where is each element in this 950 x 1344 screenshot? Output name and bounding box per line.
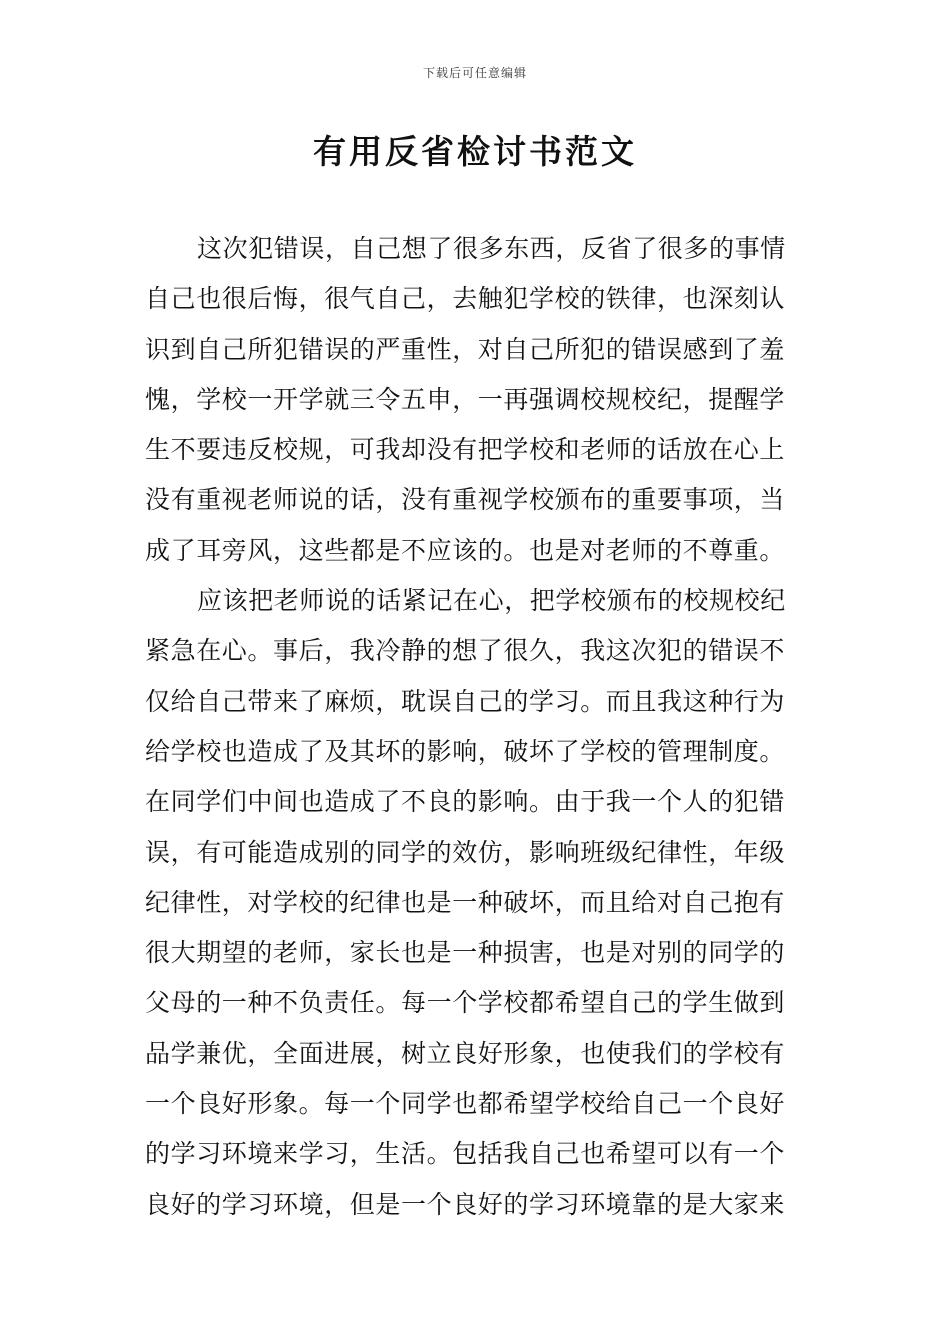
text-line: 仅给自己带来了麻烦，耽误自己的学习。而且我这种行为 — [145, 686, 786, 716]
text-line: 一个良好形象。每一个同学也都希望学校给自己一个良好 — [145, 1089, 786, 1119]
text-line: 应该把老师说的话紧记在心，把学校颁布的校规校纪 — [197, 586, 786, 616]
text-line: 紧急在心。事后，我冷静的想了很久，我这次犯的错误不 — [145, 636, 786, 666]
text-line: 良好的学习环境，但是一个良好的学习环境靠的是大家来 — [145, 1189, 786, 1219]
text-line: 给学校也造成了及其坏的影响，破坏了学校的管理制度。 — [145, 736, 786, 766]
text-line: 自己也很后悔，很气自己，去触犯学校的铁律，也深刻认 — [145, 284, 786, 314]
text-line: 纪律性，对学校的纪律也是一种破坏，而且给对自己抱有 — [145, 887, 786, 917]
text-line: 误，有可能造成别的同学的效仿，影响班级纪律性，年级 — [145, 837, 786, 867]
text-line: 这次犯错误，自己想了很多东西，反省了很多的事情 — [197, 234, 786, 263]
text-line: 的学习环境来学习，生活。包括我自己也希望可以有一个 — [145, 1139, 786, 1169]
text-line: 父母的一种不负责任。每一个学校都希望自己的学生做到 — [145, 988, 786, 1018]
text-line: 愧，学校一开学就三令五申，一再强调校规校纪，提醒学 — [145, 384, 786, 414]
text-line: 没有重视老师说的话，没有重视学校颁布的重要事项，当 — [145, 485, 786, 515]
text-line: 成了耳旁风，这些都是不应该的。也是对老师的不尊重。 — [145, 535, 786, 565]
text-line: 品学兼优，全面进展，树立良好形象，也使我们的学校有 — [145, 1038, 786, 1068]
header-note: 下载后可任意编辑 — [422, 66, 527, 80]
body-text — [145, 224, 807, 1230]
text-line: 很大期望的老师，家长也是一种损害，也是对别的同学的 — [145, 938, 786, 968]
text-line: 在同学们中间也造成了不良的影响。由于我一个人的犯错 — [145, 787, 786, 817]
text-line: 生不要违反校规，可我却没有把学校和老师的话放在心上 — [145, 435, 786, 465]
text-line: 识到自己所犯错误的严重性，对自己所犯的错误感到了羞 — [145, 334, 786, 364]
document-title: 有用反省检讨书范文 — [313, 132, 637, 171]
